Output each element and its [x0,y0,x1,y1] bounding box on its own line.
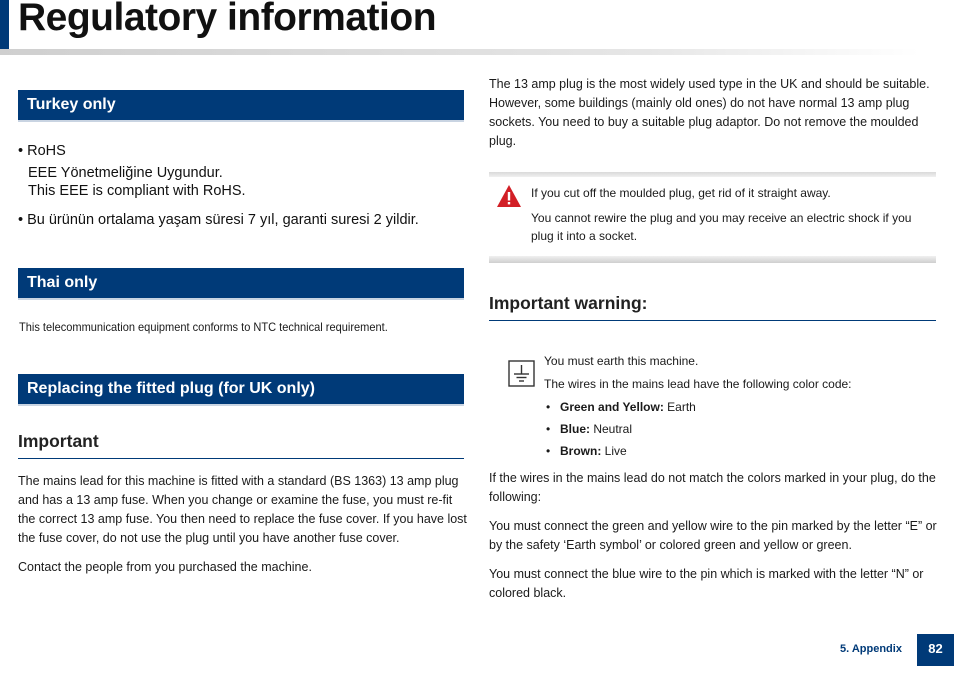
right-paragraph-c: You must connect the blue wire to the pin which is marked with the letter “N” or colored black. [489,567,924,600]
right-paragraph-b: You must connect the green and yellow wire to the pin marked by the letter “E” or by the safety ‘Earth symbol’ or colored green and yellow or green. [489,519,937,552]
wire-value: Neutral [590,422,633,436]
wire-name: Brown: [560,444,602,458]
footer-section-label: 5. Appendix [840,643,902,655]
page-title: Regulatory information [18,0,437,39]
rohs-bullet: • [18,143,24,159]
important-heading: Important [18,431,464,459]
wire-bullet: • [546,444,551,458]
thai-text: This telecommunication equipment conforms to NTC technical requirement. [19,320,388,334]
wire-bullet: • [546,422,551,436]
turkey-line-2: This EEE is compliant with RoHS. [28,183,246,199]
title-accent-bar [0,0,9,50]
turkey-heading: Turkey only [18,90,464,122]
wire-list-item [546,443,627,459]
turkey-line-1: EEE Yönetmeliğine Uygundur. [28,165,223,181]
right-paragraph-a: If the wires in the mains lead do not match the colors marked in your plug, do the following: [489,471,936,504]
thai-heading: Thai only [18,268,464,300]
wire-name: Blue: [560,422,590,436]
caution-bottom-rule [489,256,936,263]
earth-ground-icon [508,360,535,387]
important-warning-heading: Important warning: [489,293,936,321]
uk-paragraph-2: Contact the people from you purchased the machine. [18,560,312,574]
earth-text-2: The wires in the mains lead have the following color code: [544,377,852,391]
wire-value: Live [601,444,627,458]
page-number: 82 [917,634,954,666]
rohs-line [18,142,66,160]
wire-list-item [546,399,696,415]
uk-plug-heading: Replacing the fitted plug (for UK only) [18,374,464,406]
uk-paragraph-1: The mains lead for this machine is fitted with a standard (BS 1363) 13 amp plug and has a 13 amp fuse. When you change or examine the fuse, you must re-fit the correct 13 amp fuse. You then need to replace the fuse cover. If you have lost the fuse cover, do not use the plug until you have another fuse cover. [18,474,467,545]
right-intro: The 13 amp plug is the most widely used type in the UK and should be suitable. However, some buildings (mainly old ones) do not have normal 13 amp plug sockets. You need to buy a suitable plug adaptor. Do not remove the moulded plug. [489,77,930,148]
wire-bullet: • [546,400,551,414]
wire-name: Green and Yellow: [560,400,664,414]
caution-top-rule [489,172,936,177]
earth-text-1: You must earth this machine. [544,354,699,368]
caution-text-1: If you cut off the moulded plug, get rid of it straight away. [531,186,831,200]
turkey-lifetime: • Bu ürünün ortalama yaşam süresi 7 yıl, garanti suresi 2 yildir. [18,212,419,228]
rohs-label: RoHS [27,143,66,159]
caution-text-2: You cannot rewire the plug and you may receive an electric shock if you plug it into a socket. [531,211,912,243]
warning-icon [496,184,522,208]
wire-value: Earth [663,400,696,414]
title-divider [0,49,920,55]
wire-list-item [546,421,632,437]
caution-box [489,172,936,263]
